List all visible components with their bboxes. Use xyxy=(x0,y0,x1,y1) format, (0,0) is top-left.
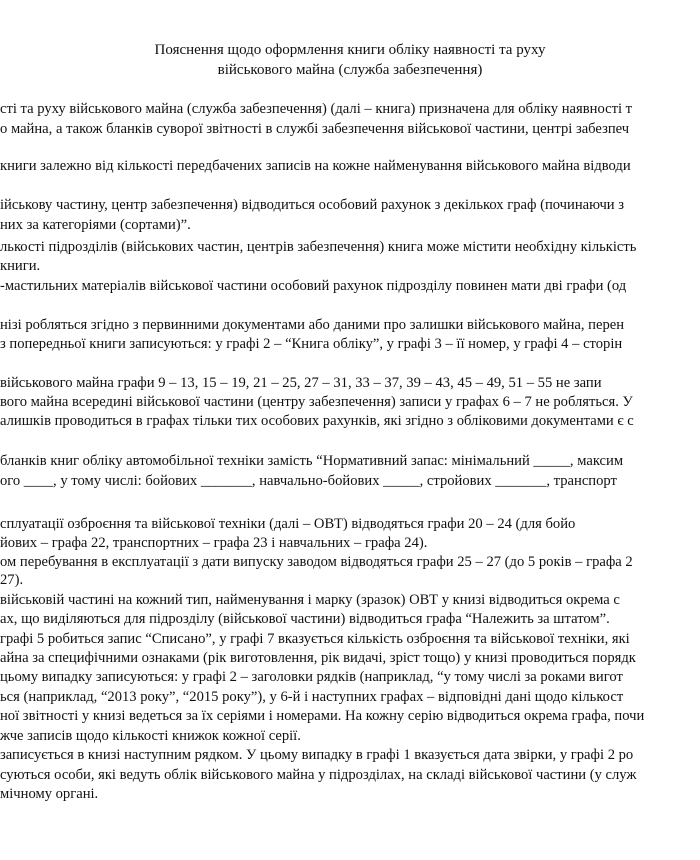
body-line: лькості підрозділів (військових частин, центрів забезпечення) книга може містити необхідну кількість xyxy=(0,239,637,255)
body-line: з попередньої книги записуються: у графі 2 – “Книга обліку”, у графі 3 – її номер, у графі 4 – сторін xyxy=(0,336,623,352)
body-line: -мастильних матеріалів військової частини особовий рахунок підрозділу повинен мати дві графи (од xyxy=(0,278,627,294)
body-line: алишків проводиться в графах тільки тих особових рахунків, які згідно з обліковими документами є с xyxy=(0,413,634,429)
body-line: ійськову частину, центр забезпечення) відводиться особовий рахунок з декількох граф (починаючи з xyxy=(0,197,625,213)
body-line: цьому випадку записуються: у графі 2 – заголовки рядків (наприклад, “у тому числі за роками вигот xyxy=(0,669,623,685)
body-line: військового майна графи 9 – 13, 15 – 19, 21 – 25, 27 – 31, 33 – 37, 39 – 43, 45 – 49, 51 – 55 не запи xyxy=(0,375,602,391)
body-line: жче записів щодо кількості книжок кожної серії. xyxy=(0,728,301,744)
document-title-line-1: Пояснення щодо оформлення книги обліку наявності та руху xyxy=(154,42,546,58)
body-line: 27). xyxy=(0,572,24,588)
body-line: вого майна всередині військової частини (центру забезпечення) записи у графах 6 – 7 не робляться. У xyxy=(0,394,633,410)
body-line: бланків книг обліку автомобільної техніки замість “Нормативний запас: мінімальний _____, максим xyxy=(0,453,624,469)
body-line: ах, що виділяються для підрозділу (військової частини) відводиться графа “Належить за штатом”. xyxy=(0,611,610,627)
body-line: ого ____, у тому числі: бойових _______, навчально-бойових _____, стройових _______, транспорт xyxy=(0,473,617,489)
body-line: суються особи, які ведуть облік військового майна у підрозділах, на складі військової частини (у служ xyxy=(0,767,637,783)
document-title-line-2: військового майна (служба забезпечення) xyxy=(217,62,483,78)
body-line: ом перебування в експлуатації з дати випуску заводом відводяться графи 25 – 27 (до 5 років – графа 2 xyxy=(0,554,633,570)
body-line: книги. xyxy=(0,258,41,274)
body-line: військовій частині на кожний тип, найменування і марку (зразок) ОВТ у книзі відводиться окрема с xyxy=(0,592,620,608)
body-line: о майна, а також бланків суворої звітності в службі забезпечення військової частини, центрі забезпеч xyxy=(0,121,630,137)
body-line: книги залежно від кількості передбачених записів на кожне найменування військового майна відводи xyxy=(0,158,631,174)
body-line: них за категоріями (сортами)”. xyxy=(0,217,191,233)
body-line: записується в книзі наступним рядком. У цьому випадку в графі 1 вказується дата звірки, у графі 2 ро xyxy=(0,747,634,763)
body-line: графі 5 робиться запис “Списано”, у графі 7 вказується кількість озброєння та військової техніки, які xyxy=(0,631,630,647)
body-line: ної звітності у книзі ведеться за їх серіями і номерами. На кожну серію відводиться окрема графа, почи xyxy=(0,708,645,724)
body-line: нізі робляться згідно з первинними документами або даними про залишки військового майна, перен xyxy=(0,317,625,333)
body-line: йових – графа 22, транспортних – графа 23 і навчальних – графа 24). xyxy=(0,535,428,551)
body-line: сті та руху військового майна (служба забезпечення) (далі – книга) призначена для обліку наявності т xyxy=(0,101,633,117)
body-line: ься (наприклад, “2013 року”, “2015 року”), у 6-й і наступних графах – відповідні дані щодо кількост xyxy=(0,689,624,705)
body-line: сплуатації озброєння та військової техніки (далі – ОВТ) відводяться графи 20 – 24 (для бойо xyxy=(0,516,576,532)
body-line: айна за специфічними ознаками (рік виготовлення, рік видачі, зріст тощо) у книзі проводиться порядк xyxy=(0,650,636,666)
body-line: мічному органі. xyxy=(0,786,99,802)
